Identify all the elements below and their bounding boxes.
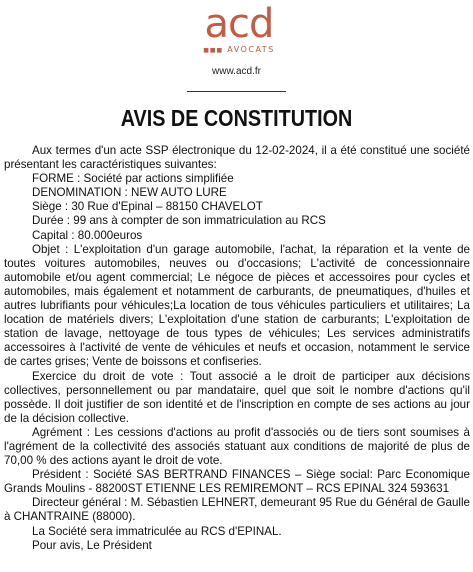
denomination-line: DENOMINATION : NEW AUTO LURE bbox=[32, 186, 227, 200]
signature-line: Pour avis, Le Président bbox=[32, 538, 152, 552]
header-divider bbox=[187, 91, 286, 92]
logo-dots: ■■■ bbox=[203, 47, 224, 54]
directeur-paragraph: Directeur général : M. Sébastien LEHNERT, demeurant 95 Rue du Général de Gaulle à CHANTRAINE (88000). bbox=[4, 496, 471, 524]
objet-paragraph: Objet : L'exploitation d'un garage automobile, l'achat, la réparation et la vente de toutes voitures automobiles, neuves ou d'occasions; L'activité de concessionnaire automobile et/ou agent commercial; Le négoce de pièces et accessoires pour cycles et automobiles, mais également et notamment de carburants, de pneumatiques, d'huiles et autres lubrifiants pour véhicules;La location de tous véhicules particuliers et utilitaires; La location de matériels divers; L'exploitation d'une station de carburants; L'exploitation de station de lavage, nettoyage de tous types de véhicules; Les services administratifs accessoires à l'activité de vente de véhicules et neufs et occasion, notamment le service de cartes grises; Vente de boissons et confiseries. bbox=[4, 242, 470, 369]
immatriculation-line: La Société sera immatriculée au RCS d'EPINAL. bbox=[32, 524, 282, 538]
notice-title: AVIS DE CONSTITUTION bbox=[120, 105, 353, 131]
agrement-paragraph: Agrément : Les cessions d'actions au profit d'associés ou de tiers sont soumises à l'agrément de la collectivité des associés statuant aux conditions de majorité de plus de 70,00 % des actions ayant le droit de vote. bbox=[4, 425, 470, 468]
letterhead bbox=[0, 0, 473, 98]
notice-body bbox=[4, 144, 470, 553]
logo-wordmark: acd bbox=[204, 1, 274, 47]
acd-avocats-logo bbox=[184, 1, 294, 56]
president-paragraph: Président : Société SAS BERTRAND FINANCES – Siège social: Parc Economique Grands Moulins - 88200ST ETIENNE LES REMIREMONT – RCS EPINAL 324 593631 bbox=[4, 468, 470, 496]
website-url: www.acd.fr bbox=[212, 66, 261, 77]
capital-line: Capital : 80.000euros bbox=[32, 228, 143, 242]
siege-line: Siège : 30 Rue d'Epinal – 88150 CHAVELOT bbox=[32, 200, 263, 214]
logo-subtitle-text: AVOCATS bbox=[227, 45, 275, 54]
duree-line: Durée : 99 ans à compter de son immatriculation au RCS bbox=[32, 214, 326, 228]
logo-subtitle bbox=[184, 45, 294, 56]
forme-line: FORME : Société par actions simplifiée bbox=[32, 172, 234, 186]
vote-paragraph: Exercice du droit de vote : Tout associé a le droit de participer aux décisions collectives, personnellement ou par mandataire, quel que soit le nombre d'actions qu'il possède. Il doit justifier de son identité et de l'inscription en compte de ses actions au jour de la décision collective. bbox=[4, 369, 470, 425]
intro-paragraph: Aux termes d'un acte SSP électronique du 12-02-2024, il a été constitué une société présentant les caractéristiques suivantes: bbox=[4, 144, 470, 172]
